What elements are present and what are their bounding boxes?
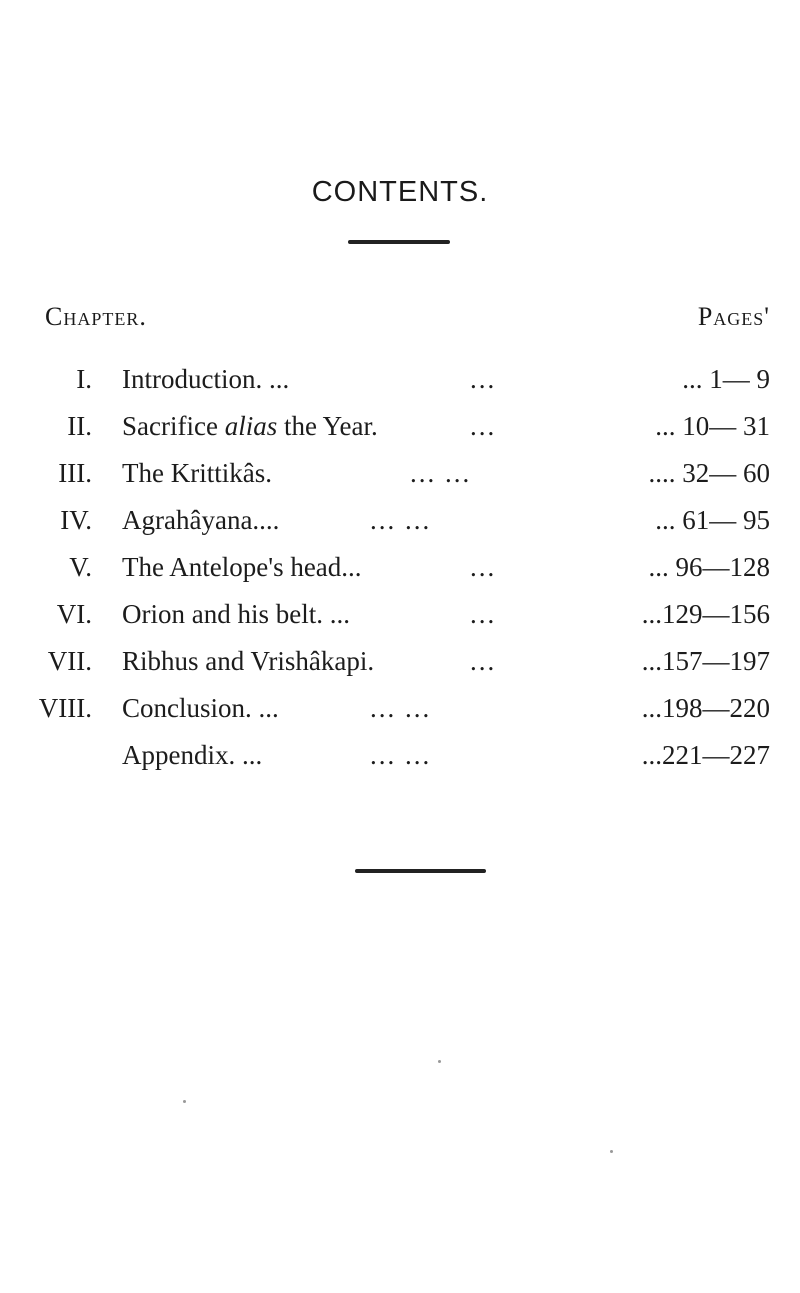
chapter-title: The Krittikâs.	[122, 458, 272, 488]
page-range: ...129—156	[641, 599, 770, 629]
chapter-title: Conclusion. ...	[122, 693, 279, 723]
toc-entry	[0, 693, 800, 733]
toc-entry	[0, 599, 800, 639]
chapter-heading: Chapter.	[45, 302, 147, 331]
dot-leader: ... ...	[370, 740, 432, 770]
page-range: ... 61— 95	[655, 505, 770, 535]
toc-entry	[0, 646, 800, 686]
closing-rule	[355, 869, 486, 873]
chapter-title: Ribhus and Vrishâkapi.	[122, 646, 375, 676]
chapter-number: I.	[76, 364, 92, 394]
dot-leader: ... ...	[370, 693, 432, 723]
chapter-title: The Antelope's head...	[122, 552, 362, 582]
toc-entry	[0, 411, 800, 451]
paper-speck	[610, 1150, 613, 1153]
page-range: ... 1— 9	[682, 364, 770, 394]
page-range: .... 32— 60	[648, 458, 770, 488]
dot-leader: ...	[470, 364, 497, 394]
toc-entry	[0, 740, 800, 780]
chapter-number: VIII.	[38, 693, 92, 723]
toc-entry	[0, 552, 800, 592]
page-range: ... 10— 31	[655, 411, 770, 441]
dot-leader: ...	[470, 411, 497, 441]
chapter-title: Orion and his belt. ...	[122, 599, 350, 629]
page-range: ...157—197	[641, 646, 770, 676]
chapter-title: Sacrifice alias the Year.	[122, 411, 378, 441]
toc-entry	[0, 505, 800, 545]
page-range: ... 96—128	[648, 552, 770, 582]
paper-speck	[183, 1100, 186, 1103]
dot-leader: ...	[470, 599, 497, 629]
chapter-number: VI.	[56, 599, 92, 629]
chapter-number: III.	[58, 458, 92, 488]
page-title: CONTENTS.	[311, 176, 489, 208]
chapter-number: V.	[69, 552, 92, 582]
chapter-number: II.	[67, 411, 92, 441]
toc-entry	[0, 458, 800, 498]
page-range: ...221—227	[641, 740, 770, 770]
pages-heading: Pages'	[697, 302, 770, 331]
dot-leader: ... ...	[410, 458, 472, 488]
chapter-number: IV.	[60, 505, 92, 535]
paper-speck	[438, 1060, 441, 1063]
chapter-number: VII.	[47, 646, 92, 676]
chapter-title: Agrahâyana....	[122, 505, 280, 535]
dot-leader: ...	[470, 552, 497, 582]
page-range: ...198—220	[641, 693, 770, 723]
toc-entry	[0, 364, 800, 404]
dot-leader: ...	[470, 646, 497, 676]
title-rule	[348, 240, 450, 244]
chapter-title: Introduction. ...	[122, 364, 290, 394]
chapter-title: Appendix. ...	[122, 740, 263, 770]
dot-leader: ... ...	[370, 505, 432, 535]
